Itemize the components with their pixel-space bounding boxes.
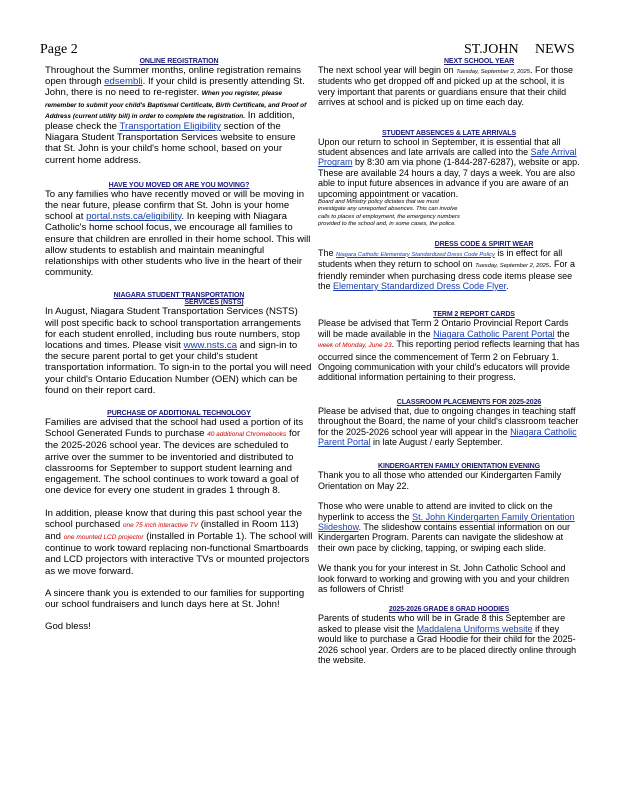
- dress-code-section: [318, 241, 580, 292]
- text: . In keeping with Niagara Catholic's home school focus, we encourage all families to ensure that children are enrolled in their home school. This will allow students to establish and maintain meaningful relationships with other students who live in the heart of their community.: [45, 211, 311, 279]
- text: the: [554, 328, 570, 339]
- section-body: [45, 306, 313, 396]
- nsts-website-link[interactable]: www.nsts.ca: [183, 340, 237, 352]
- text: (installed in Room 113) and: [45, 518, 299, 542]
- text: is in effect for all students when they return to school on: [318, 247, 563, 270]
- chromebooks-note: 40 additional Chromebooks: [207, 431, 287, 439]
- placements-section: [318, 399, 580, 448]
- tv-note: one 75 inch interactive TV: [122, 521, 199, 529]
- safe-arrival-link[interactable]: Safe Arrival Program: [318, 147, 577, 168]
- section-heading: STUDENT ABSENCES & LATE ARRIVALS: [381, 129, 517, 137]
- section-body: [318, 613, 580, 665]
- section-heading: NIAGARA STUDENT TRANSPORTATION: [113, 292, 245, 300]
- section-body: [45, 65, 313, 166]
- newsletter-news: NEWS: [535, 42, 575, 57]
- dress-code-policy-link[interactable]: Niagara Catholic Elementary Standardized Dress Code Policy: [336, 251, 495, 258]
- text: .: [506, 280, 509, 291]
- thank-you-text: A sincere thank you is extended to our families for supporting our school fundraisers and lunch days here at St. John!: [45, 587, 305, 610]
- text: Please be advised that, due to ongoing changes in teaching staff throughout the Board, the name of your child's classroom teacher for the 2025-2026 school year will appear in the: [318, 405, 579, 437]
- policy-note: Board and Ministry policy dictates that we must investigate any unreported absences. This can involve calls to places of employment, the emergency numbers provided to the school and, in some cases, the police.: [318, 199, 460, 228]
- parent-portal-link-2[interactable]: Niagara Catholic Parent Portal: [318, 426, 577, 447]
- section-body: [318, 137, 580, 199]
- section-heading: TERM 2 REPORT CARDS: [433, 311, 515, 319]
- section-body-2: [318, 501, 580, 553]
- report-cards-section: [318, 311, 580, 382]
- text: . For those students who get dropped off and picked up at the school, it is very important that parents or guardians ensure that their child arrives at school and is picked up on time each day.: [318, 65, 574, 108]
- kindergarten-section: [318, 463, 580, 594]
- orientation-slideshow-link[interactable]: St. John Kindergarten Family Orientation Slideshow: [318, 511, 575, 532]
- absences-section: [318, 130, 580, 229]
- text: section of the Niagara Student Transportation Services website to ensure that St. John is your child's home school, based on your current home address.: [45, 121, 296, 166]
- section-heading: PURCHASE OF ADDITIONAL TECHNOLOGY: [107, 410, 251, 418]
- section-heading-2: SERVICES (NSTS): [184, 299, 244, 307]
- text: In addition, please check the: [45, 109, 295, 133]
- grad-hoodies-section: [318, 606, 580, 665]
- text: Parents of students who will be in Grade 8 this September are asked to please visit the: [318, 613, 566, 634]
- section-body: [45, 189, 313, 279]
- text: in late August / early September.: [370, 436, 503, 447]
- section-body: [318, 406, 580, 448]
- text: Upon our return to school in September, it is essential that all student absences and late arrivals are called into the: [318, 136, 561, 158]
- eligibility-portal-link[interactable]: portal.nsts.ca/eligibility: [86, 211, 182, 223]
- section-heading: KINDERGARTEN FAMILY ORIENTATION EVENING: [378, 463, 540, 471]
- section-heading: CLASSROOM PLACEMENTS FOR 2025-2026: [396, 398, 542, 406]
- text: . The slideshow contains essential information on our Kindergarten Program. Parents can navigate the slideshow at their own pace by clicking, tapping, or swiping each slide.: [318, 522, 570, 553]
- dress-code-flyer-link[interactable]: Elementary Standardized Dress Code Flyer: [333, 280, 507, 291]
- left-column: [45, 58, 313, 632]
- section-heading: ONLINE REGISTRATION: [139, 58, 219, 65]
- online-registration-section: [45, 58, 313, 166]
- section-body: Thank you to all those who attended our Kindergarten Family Orientation on May 22.: [318, 470, 562, 491]
- text: Please be advised that Term 2 Ontario Provincial Report Cards will be made available in the: [318, 318, 569, 339]
- text: . For a friendly reminder when purchasing dress code items please see the: [318, 259, 576, 291]
- section-heading: DRESS CODE & SPIRIT WEAR: [434, 240, 534, 248]
- moving-section: [45, 182, 313, 279]
- section-body-3: We thank you for your interest in St. John Catholic School and look forward to working and growing with you and your children as followers of Christ!: [318, 563, 570, 595]
- text: The: [318, 247, 337, 258]
- section-body: [318, 248, 580, 292]
- report-week: week of Monday, June 23: [318, 342, 392, 350]
- page-number: Page 2: [40, 42, 78, 57]
- text: for the 2025-2026 school year. The devices are scheduled to arrive over the summer to be inventoried and distributed to classrooms for September to support student learning and engagement. The school continues to work toward a goal of one device for every one student in grades 1 through 8.: [45, 428, 301, 497]
- section-body: [318, 318, 580, 382]
- text: In addition, please know that during this past school year the school purchased: [45, 507, 303, 530]
- text: Families are advised that the school had used a portion of its School Generated Funds to purchase: [45, 417, 304, 440]
- parent-portal-link[interactable]: Niagara Catholic Parent Portal: [433, 328, 555, 339]
- projector-note: one mounted LCD projector: [63, 533, 144, 541]
- text: In August, Niagara Student Transportation Services (NSTS) will post specific back to school transportation arrangements for each student enrolled, including bus route numbers, stop locations and times. Please visit: [45, 306, 301, 352]
- section-body-2: [45, 508, 313, 577]
- text: (installed in Portable 1). The school will continue to work toward replacing non-functional Smartboards and LCD projectors with interactive TVs or mounted projectors as we move forward.: [45, 530, 313, 577]
- text: Throughout the Summer months, online registration remains open through: [45, 65, 301, 88]
- maddalena-uniforms-link[interactable]: Maddalena Uniforms website: [416, 623, 533, 634]
- section-body: [45, 417, 313, 496]
- text: . If your child is presently attending St. John, there is no need to re-register.: [45, 76, 305, 99]
- text: if they would like to purchase a Grad Hoodie for their child for the 2025-2026 school year. Orders are to be placed directly online through the website.: [318, 623, 577, 666]
- section-heading: NEXT SCHOOL YEAR: [443, 58, 515, 65]
- section-heading: 2025-2026 GRADE 8 GRAD HOODIES: [388, 606, 510, 614]
- text: Those who were unable to attend are invited to click on the hyperlink to access the: [318, 501, 553, 522]
- return-date: Tuesday, September 2, 2025: [475, 263, 550, 270]
- section-body: [318, 65, 580, 108]
- nsts-section: [45, 292, 313, 396]
- next-year-section: [318, 58, 580, 108]
- section-heading: HAVE YOU MOVED OR ARE YOU MOVING?: [108, 181, 250, 189]
- text: by 8:30 am via phone (1-844-287-6287), website or app. These are available 24 hours a day, 7 days a week. You are also able to input future absences in advance if you are aware of an upcoming appointment or vacation.: [318, 157, 580, 199]
- text: and sign-in to the secure parent portal to get your child's student transportation information. To sign-in to the portal you will need your child's Ontario Education Number (OEN) which can be found on their report card.: [45, 340, 312, 396]
- newsletter-school: ST.JOHN: [464, 42, 519, 57]
- closing-text: God bless!: [45, 621, 91, 633]
- right-column: [318, 58, 580, 665]
- registration-note: When you register, please remember to submit your child's Baptismal Certificate, Birth Certificate, and Proof of Address (current utility bill) in order to complete the registration.: [45, 90, 307, 120]
- transportation-eligibility-link[interactable]: Transportation Eligibility: [119, 121, 221, 133]
- edsembli-link[interactable]: edsembli: [104, 76, 143, 88]
- technology-section: [45, 410, 313, 632]
- text: . This reporting period reflects learning that has occurred since the commencement of Term 2 on February 1. Ongoing communication with your child's educators will provide additional information pertaining to their progress.: [318, 339, 580, 383]
- text: The next school year will begin on: [318, 65, 457, 75]
- text: To any families who have recently moved or will be moving in the near future, please confirm that St. John is your home school at: [45, 188, 305, 223]
- start-date: Tuesday, September 2, 2025: [456, 69, 530, 75]
